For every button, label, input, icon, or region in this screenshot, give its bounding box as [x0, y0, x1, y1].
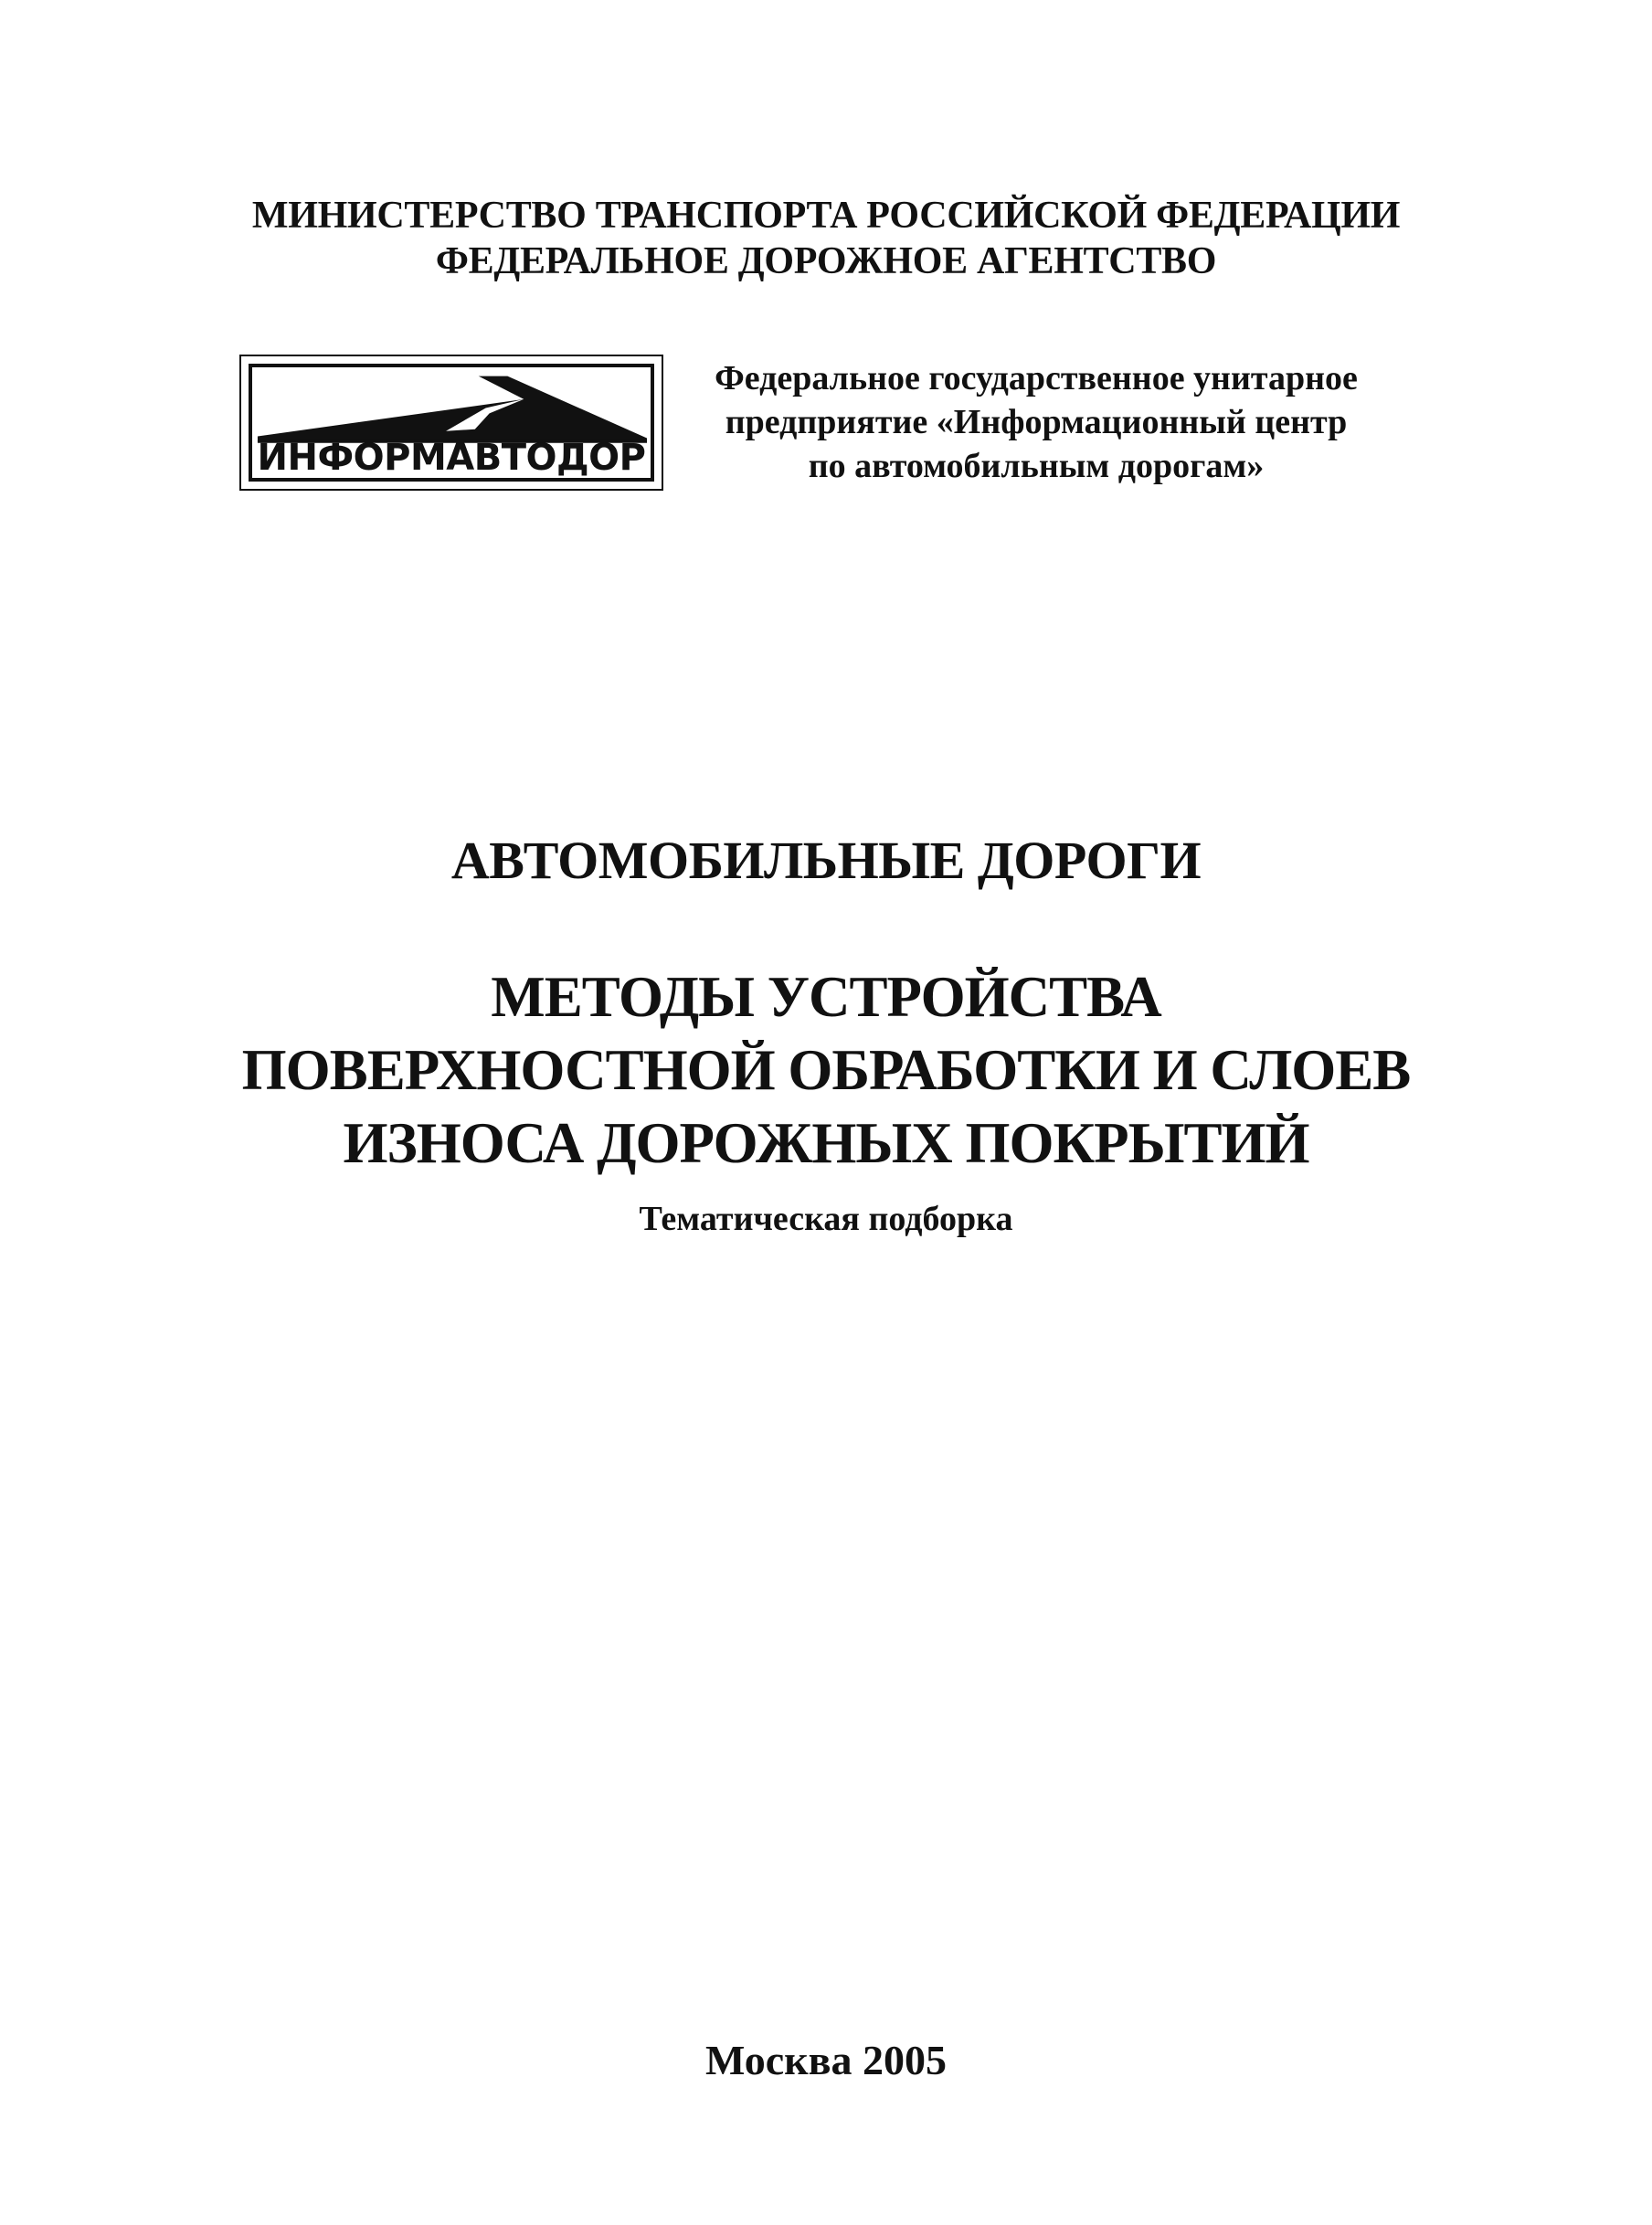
document-subtitle: Тематическая подборка [639, 1200, 1013, 1238]
document-title-line-2: ПОВЕРХНОСТНОЙ ОБРАБОТКИ И СЛОЕВ [241, 1038, 1411, 1102]
ministry-name: МИНИСТЕРСТВО ТРАНСПОРТА РОССИЙСКОЙ ФЕДЕРАЦИИ [251, 195, 1401, 237]
document-title-line-3: ИЗНОСА ДОРОЖНЫХ ПОКРЫТИЙ [343, 1111, 1309, 1175]
organization-line-2: предприятие «Информационный центр [725, 403, 1348, 441]
organization-line-3: по автомобильным дорогам» [808, 447, 1265, 485]
organization-line-1: Федеральное государственное унитарное [715, 359, 1358, 397]
logo-wordmark: ИНФОРМАВТОДОР [257, 437, 646, 479]
document-title-line-1: МЕТОДЫ УСТРОЙСТВА [491, 965, 1161, 1029]
series-title: АВТОМОБИЛЬНЫЕ ДОРОГИ [450, 831, 1202, 890]
informavtodor-logo [239, 355, 663, 491]
publication-place-year: Москва 2005 [704, 2037, 948, 2083]
agency-name: ФЕДЕРАЛЬНОЕ ДОРОЖНОЕ АГЕНТСТВО [435, 240, 1217, 282]
